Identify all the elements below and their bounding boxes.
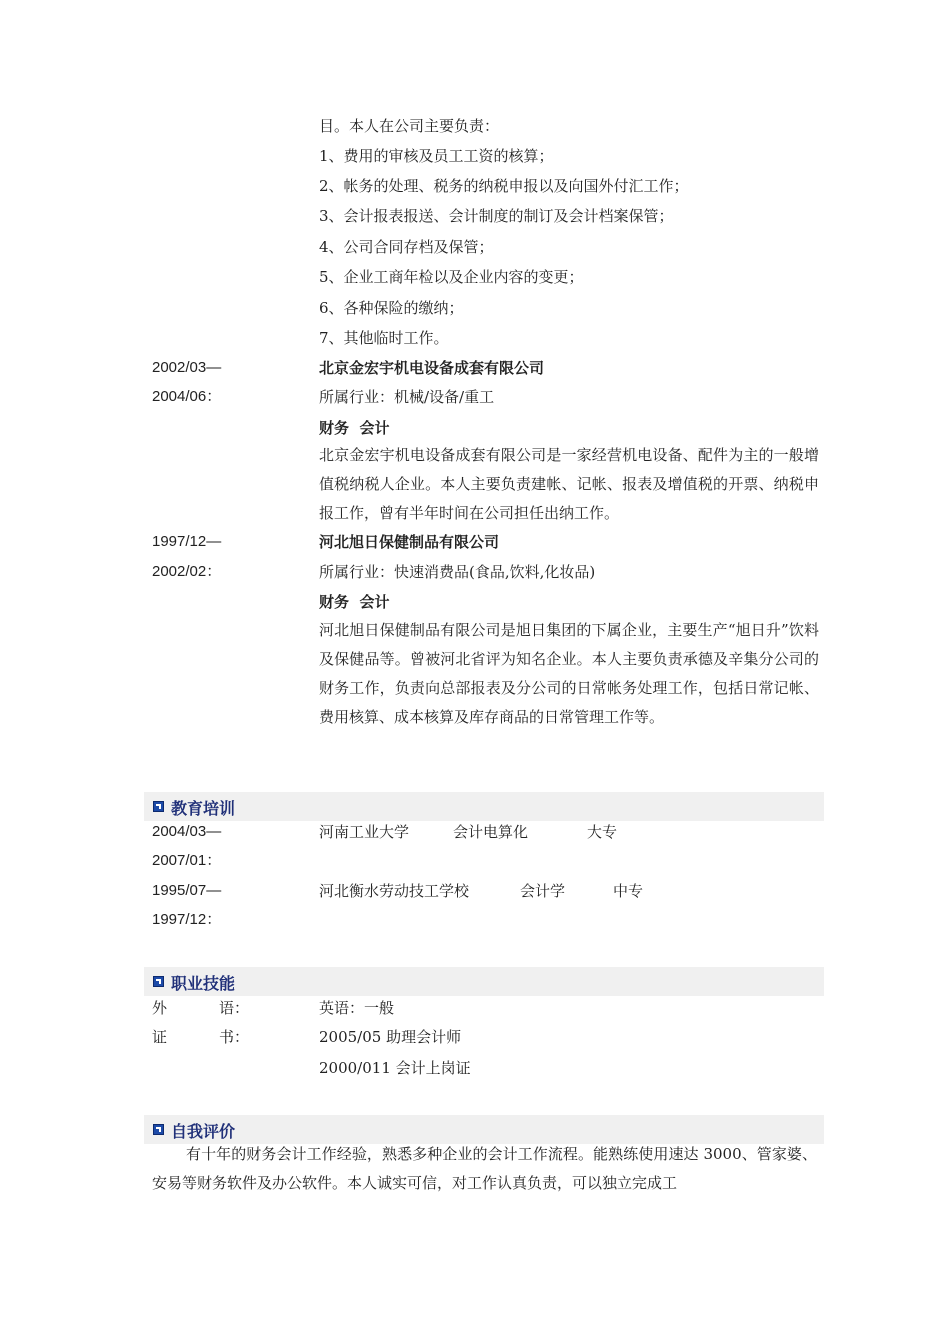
duty-item: 1、费用的审核及员工工资的核算； (319, 147, 554, 165)
section-arrow-icon (153, 1124, 164, 1135)
job-position: 财务 会计 (319, 419, 390, 437)
cert-label-suffix: 书： (219, 1028, 250, 1046)
job-date-end: 2004/06： (152, 388, 222, 405)
edu-school: 河北衡水劳动技工学校 (319, 882, 470, 900)
edu-date-start: 2004/03— (152, 823, 222, 840)
job-company: 河北旭日保健制品有限公司 (319, 533, 500, 551)
duty-item: 2、帐务的处理、税务的纳税申报以及向国外付汇工作； (319, 177, 689, 195)
cert-label: 证 (152, 1028, 168, 1046)
cert-item: 2000/011 会计上岗证 (319, 1059, 471, 1077)
edu-date-start: 1995/07— (152, 882, 222, 899)
edu-degree: 大专 (587, 823, 618, 841)
cert-item: 2005/05 助理会计师 (319, 1028, 462, 1046)
section-arrow-icon (153, 801, 164, 812)
job-description: 河北旭日保健制品有限公司是旭日集团的下属企业，主要生产“旭日升”饮料及保健品等。曾被河北省评为知名企业。本人主要负责承德及辛集分公司的财务工作，负责向总部报表及分公司的日常帐务处理工作，包括日常记帐、费用核算、成本核算及库存商品的日常管理工作等。 (319, 621, 819, 726)
edu-date-end: 1997/12： (152, 911, 222, 928)
section-title: 自我评价 (171, 1122, 236, 1141)
skills-header (144, 967, 824, 996)
edu-school: 河南工业大学 (319, 823, 410, 841)
duty-item: 7、其他临时工作。 (319, 329, 449, 347)
edu-major: 会计学 (520, 882, 566, 900)
duty-item: 4、公司合同存档及保管； (319, 238, 494, 256)
self-eval-text: 有十年的财务会计工作经验，熟悉多种企业的会计工作流程。能熟练使用速达 3000、管家婆、安易等财务软件及办公软件。本人诚实可信，对工作认真负责，可以独立完成工 (152, 1145, 817, 1192)
job-industry: 所属行业：机械/设备/重工 (319, 388, 495, 406)
section-title: 教育培训 (171, 799, 236, 818)
edu-degree: 中专 (613, 882, 644, 900)
duty-item: 5、企业工商年检以及企业内容的变更； (319, 268, 584, 286)
duties-intro: 目。本人在公司主要负责： (319, 117, 500, 135)
section-title: 职业技能 (171, 974, 236, 993)
language-label: 外 (152, 999, 168, 1017)
section-arrow-icon (153, 976, 164, 987)
education-header (144, 792, 824, 821)
edu-major: 会计电算化 (453, 823, 529, 841)
language-label-suffix: 语： (219, 999, 250, 1017)
language-value: 英语：一般 (319, 999, 395, 1017)
job-position: 财务 会计 (319, 593, 390, 611)
job-company: 北京金宏宇机电设备成套有限公司 (319, 359, 545, 377)
job-date-start: 2002/03— (152, 359, 222, 376)
duty-item: 3、会计报表报送、会计制度的制订及会计档案保管； (319, 207, 674, 225)
job-date-end: 2002/02： (152, 563, 222, 580)
job-industry: 所属行业：快速消费品(食品,饮料,化妆品) (319, 563, 596, 581)
edu-date-end: 2007/01： (152, 852, 222, 869)
job-date-start: 1997/12— (152, 533, 222, 550)
duty-item: 6、各种保险的缴纳； (319, 299, 464, 317)
job-description: 北京金宏宇机电设备成套有限公司是一家经营机电设备、配件为主的一般增值税纳税人企业。本人主要负责建帐、记帐、报表及增值税的开票、纳税申报工作，曾有半年时间在公司担任出纳工作。 (319, 446, 819, 522)
